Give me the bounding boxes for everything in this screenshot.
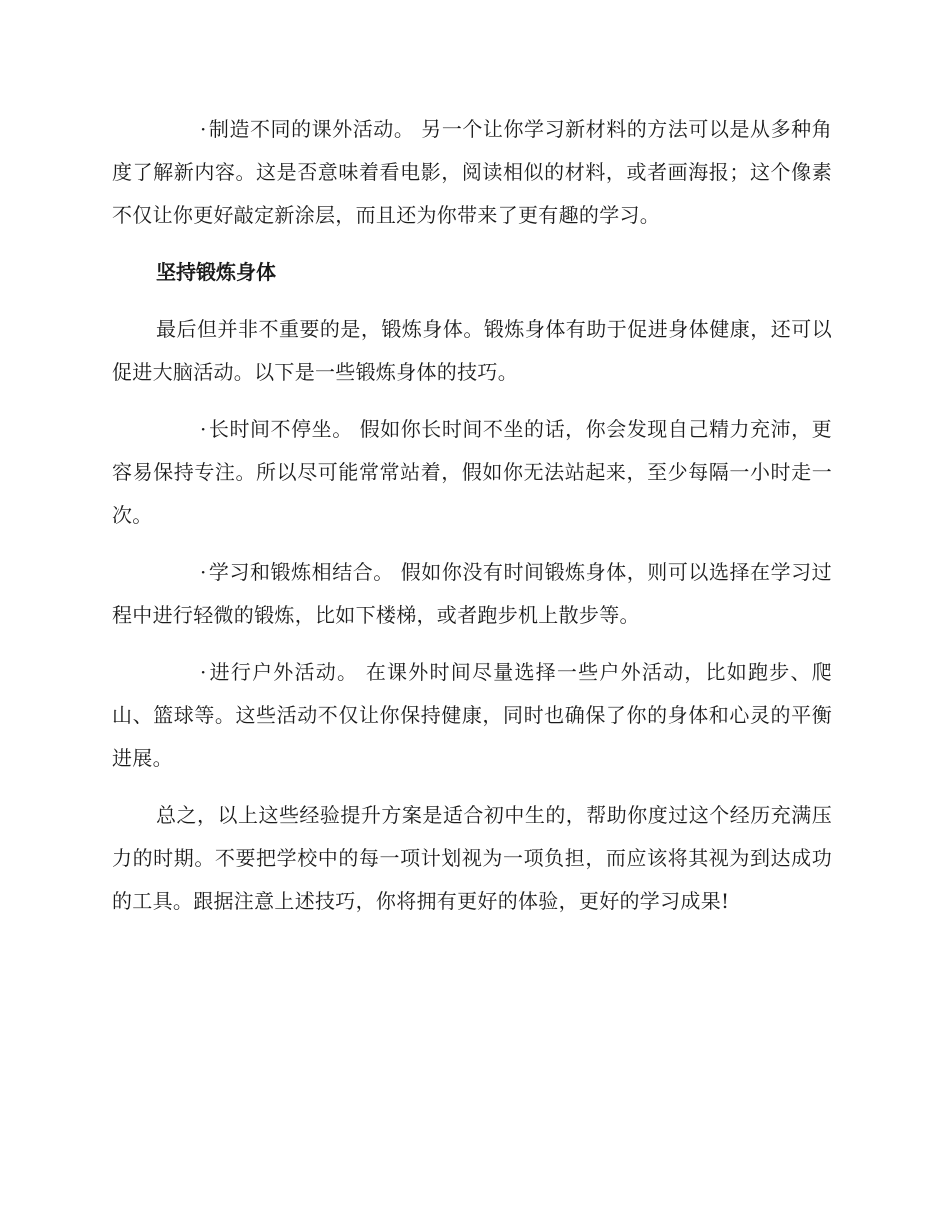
bullet-marker: ·: [200, 560, 207, 584]
bullet-paragraph-standing: [112, 408, 832, 537]
bullet-paragraph-outdoor: [112, 651, 832, 780]
bullet-marker: ·: [200, 417, 207, 441]
conclusion-paragraph: 总之，以上这些经验提升方案是适合初中生的，帮助你度过这个经历充满压力的时期。不要把学校中的每一项计划视为一项负担，而应该将其视为到达成功的工具。跟据注意上述技巧，你将拥有更好的体验，更好的学习成果!: [112, 803, 832, 913]
bullet-body: 另一个让你学习新材料的方法可以是从多种角度了解新内容。这是否意味着看电影，阅读相似的材料，或者画海报；这个像素不仅让你更好敲定新涂层，而且还为你带来了更有趣的学习。: [112, 117, 832, 227]
bullet-marker: ·: [200, 117, 207, 141]
bullet-paragraph-combine: [112, 551, 832, 637]
body-paragraph-intro: 最后但并非不重要的是，锻炼身体。锻炼身体有助于促进身体健康，还可以促进大脑活动。以下是一些锻炼身体的技巧。: [112, 317, 832, 384]
document-page: [112, 108, 832, 937]
bullet-title: 进行户外活动。: [208, 660, 359, 684]
bullet-title: 学习和锻炼相结合。: [208, 560, 394, 584]
bullet-title: 制造不同的课外活动。: [208, 117, 415, 141]
bullet-title: 长时间不停坐。: [208, 417, 353, 441]
bullet-marker: ·: [200, 660, 207, 684]
section-heading: 坚持锻炼身体: [156, 260, 276, 284]
bullet-paragraph-activities: [112, 108, 832, 237]
bullet-body: 在课外时间尽量选择一些户外活动，比如跑步、爬山、篮球等。这些活动不仅让你保持健康，同时也确保了你的身体和心灵的平衡进展。: [112, 660, 832, 770]
bullet-body: 假如你长时间不坐的话，你会发现自己精力充沛，更容易保持专注。所以尽可能常常站着，假如你无法站起来，至少每隔一小时走一次。: [112, 417, 832, 527]
bullet-body: 假如你没有时间锻炼身体，则可以选择在学习过程中进行轻微的锻炼，比如下楼梯，或者跑步机上散步等。: [112, 560, 832, 627]
